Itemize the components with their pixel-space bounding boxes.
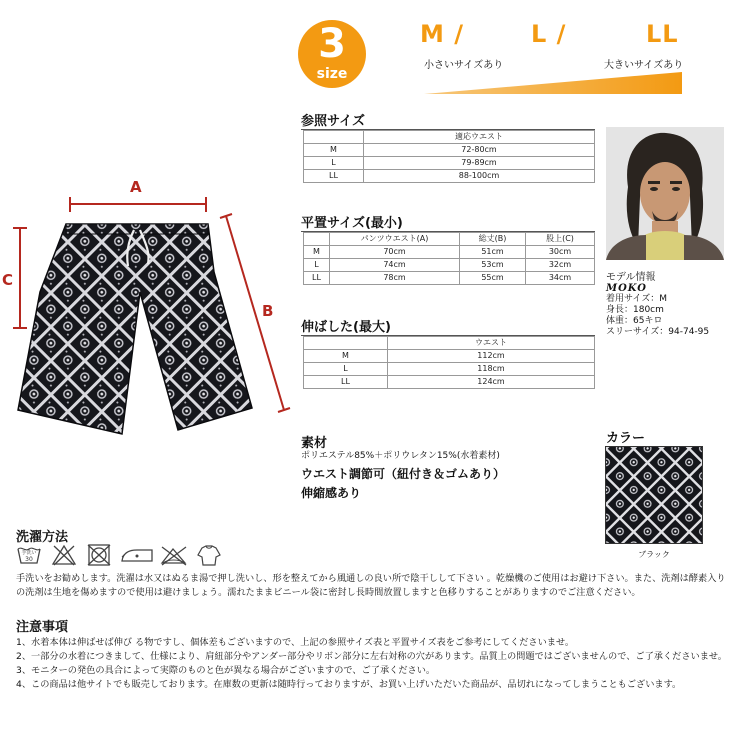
hand-wash-30-icon: [16, 543, 42, 567]
washing-title: 洗濯方法: [16, 530, 69, 545]
size-count-number: 3: [318, 21, 346, 67]
size-cell: M: [304, 246, 330, 259]
small-size-note: 小さいサイズあり: [424, 60, 504, 71]
dimension-c: [13, 228, 27, 328]
dimension-label-b: B: [262, 302, 274, 320]
model-info: [606, 272, 709, 338]
model-photo: [606, 127, 724, 260]
size-cell: L: [304, 157, 364, 170]
rise-cell: 30cm: [526, 246, 595, 259]
caution-item: 2、一部分の水着につきまして、仕様により、肩紐部分やアンダー部分やリボン部分に左右対称の穴があります。品質上の問題ではございませんので、ご了承くださいませ。: [16, 651, 727, 662]
table-row: [304, 350, 595, 363]
stretch-size-title: 伸ばした(最大): [301, 316, 595, 336]
dimension-a: [70, 197, 206, 212]
table-header-cell: 適応ウエスト: [364, 131, 595, 144]
color-swatch-label: ブラック: [638, 550, 670, 559]
waist-adjustable-note: ウエスト調節可（紐付き＆ゴムあり）: [301, 467, 506, 481]
size-cell: M: [304, 144, 364, 157]
waist-cell: 124cm: [388, 376, 595, 389]
flat-size-table: [303, 232, 595, 285]
size-cell: L: [304, 259, 330, 272]
waist-cell: 118cm: [388, 363, 595, 376]
material-title: 素材: [301, 436, 328, 451]
size-cell: LL: [304, 170, 364, 183]
stretch-size-table: [303, 336, 595, 389]
no-bleach-icon: [51, 543, 77, 567]
no-dry-clean-icon: [159, 543, 189, 567]
size-cell: LL: [304, 272, 330, 285]
table-header-cell: [304, 233, 330, 246]
stretch-note: 伸縮感あり: [301, 486, 362, 500]
waist-cell: 88-100cm: [364, 170, 595, 183]
rise-cell: 34cm: [526, 272, 595, 285]
model-wear-size: 着用サイズ：M: [606, 294, 668, 304]
table-header-cell: 股上(C): [526, 233, 595, 246]
size-cell: L: [304, 363, 388, 376]
table-header-cell: パンツウエスト(A): [330, 233, 460, 246]
table-row: [304, 157, 595, 170]
table-row: [304, 144, 595, 157]
size-cell: M: [304, 350, 388, 363]
waist-cell: 78cm: [330, 272, 460, 285]
table-header-cell: [304, 337, 388, 350]
color-swatch-black[interactable]: [605, 446, 703, 544]
reference-size-table: [303, 130, 595, 183]
size-l-label: L /: [531, 20, 567, 48]
waist-cell: 70cm: [330, 246, 460, 259]
caution-title: 注意事項: [16, 620, 69, 635]
table-row: [304, 363, 595, 376]
size-m-label: M /: [420, 20, 465, 48]
caution-item: 3、モニターの発色の具合によって実際のものと色が異なる場合がございますので、ご了承ください。: [16, 665, 436, 676]
caution-item: 1、水着本体は伸ばせば伸び る物ですし、個体差もございますので、上記の参照サイズ表と平置サイズ表をご参考にしてくださいませ。: [16, 637, 575, 648]
color-title: カラー: [606, 431, 646, 446]
size-count-word: size: [316, 66, 348, 82]
caution-list: [16, 636, 732, 692]
iron-low-icon: [119, 543, 155, 567]
large-size-note: 大きいサイズあり: [604, 60, 684, 71]
model-height: 身長：180cm: [606, 305, 664, 315]
dimension-label-a: A: [130, 178, 142, 196]
model-info-title: モデル情報: [606, 272, 656, 283]
hang-dry-icon: [196, 543, 222, 567]
waist-cell: 74cm: [330, 259, 460, 272]
size-count-badge: [298, 20, 366, 88]
length-cell: 55cm: [460, 272, 526, 285]
caution-item: 4、この商品は他サイトでも販売しております。在庫数の更新は随時行っておりますが、お買い上げいただいた商品が、品切れになってしまうこともございます。: [16, 679, 682, 690]
shorts-shape: [18, 224, 252, 434]
material-text: ポリエステル85%＋ポリウレタン15%(水着素材): [301, 451, 500, 461]
hand-wash-temp: 30: [25, 556, 33, 563]
no-tumble-dry-icon: [86, 543, 112, 567]
dimension-label-c: C: [2, 271, 14, 289]
size-gradient-wedge: [424, 70, 682, 96]
model-measurements: スリーサイズ：94-74-95: [606, 327, 710, 337]
table-row: [304, 376, 595, 389]
table-row: [304, 259, 595, 272]
length-cell: 51cm: [460, 246, 526, 259]
flat-size-title: 平置サイズ(最小): [301, 212, 595, 232]
size-ll-label: LL: [646, 20, 679, 48]
washing-instructions: 手洗いをお勧めします。洗濯は水又はぬるま湯で押し洗いし、形を整えてから風通しの良い所で陰干しして下さい 。乾燥機のご使用はお避け下さい。また、洗剤は酵素入りの洗剤は生地を傷めますので使用は避けましょう。濡れたままビニール袋に密封し長時間放置しますと色移りすることがありますのでご注意ください。: [16, 573, 726, 598]
reference-size-title: 参照サイズ: [301, 110, 595, 130]
size-cell: LL: [304, 376, 388, 389]
waist-cell: 79-89cm: [364, 157, 595, 170]
table-header-cell: ウエスト: [388, 337, 595, 350]
waist-cell: 72-80cm: [364, 144, 595, 157]
waist-cell: 112cm: [388, 350, 595, 363]
model-weight: 体重：65キロ: [606, 316, 663, 326]
product-image: [0, 172, 296, 457]
table-row: [304, 170, 595, 183]
hand-wash-label: 手洗い: [21, 550, 37, 556]
table-row: [304, 246, 595, 259]
rise-cell: 32cm: [526, 259, 595, 272]
model-name: MOKO: [606, 283, 647, 294]
table-header-cell: [304, 131, 364, 144]
table-row: [304, 272, 595, 285]
table-header-cell: 総丈(B): [460, 233, 526, 246]
length-cell: 53cm: [460, 259, 526, 272]
